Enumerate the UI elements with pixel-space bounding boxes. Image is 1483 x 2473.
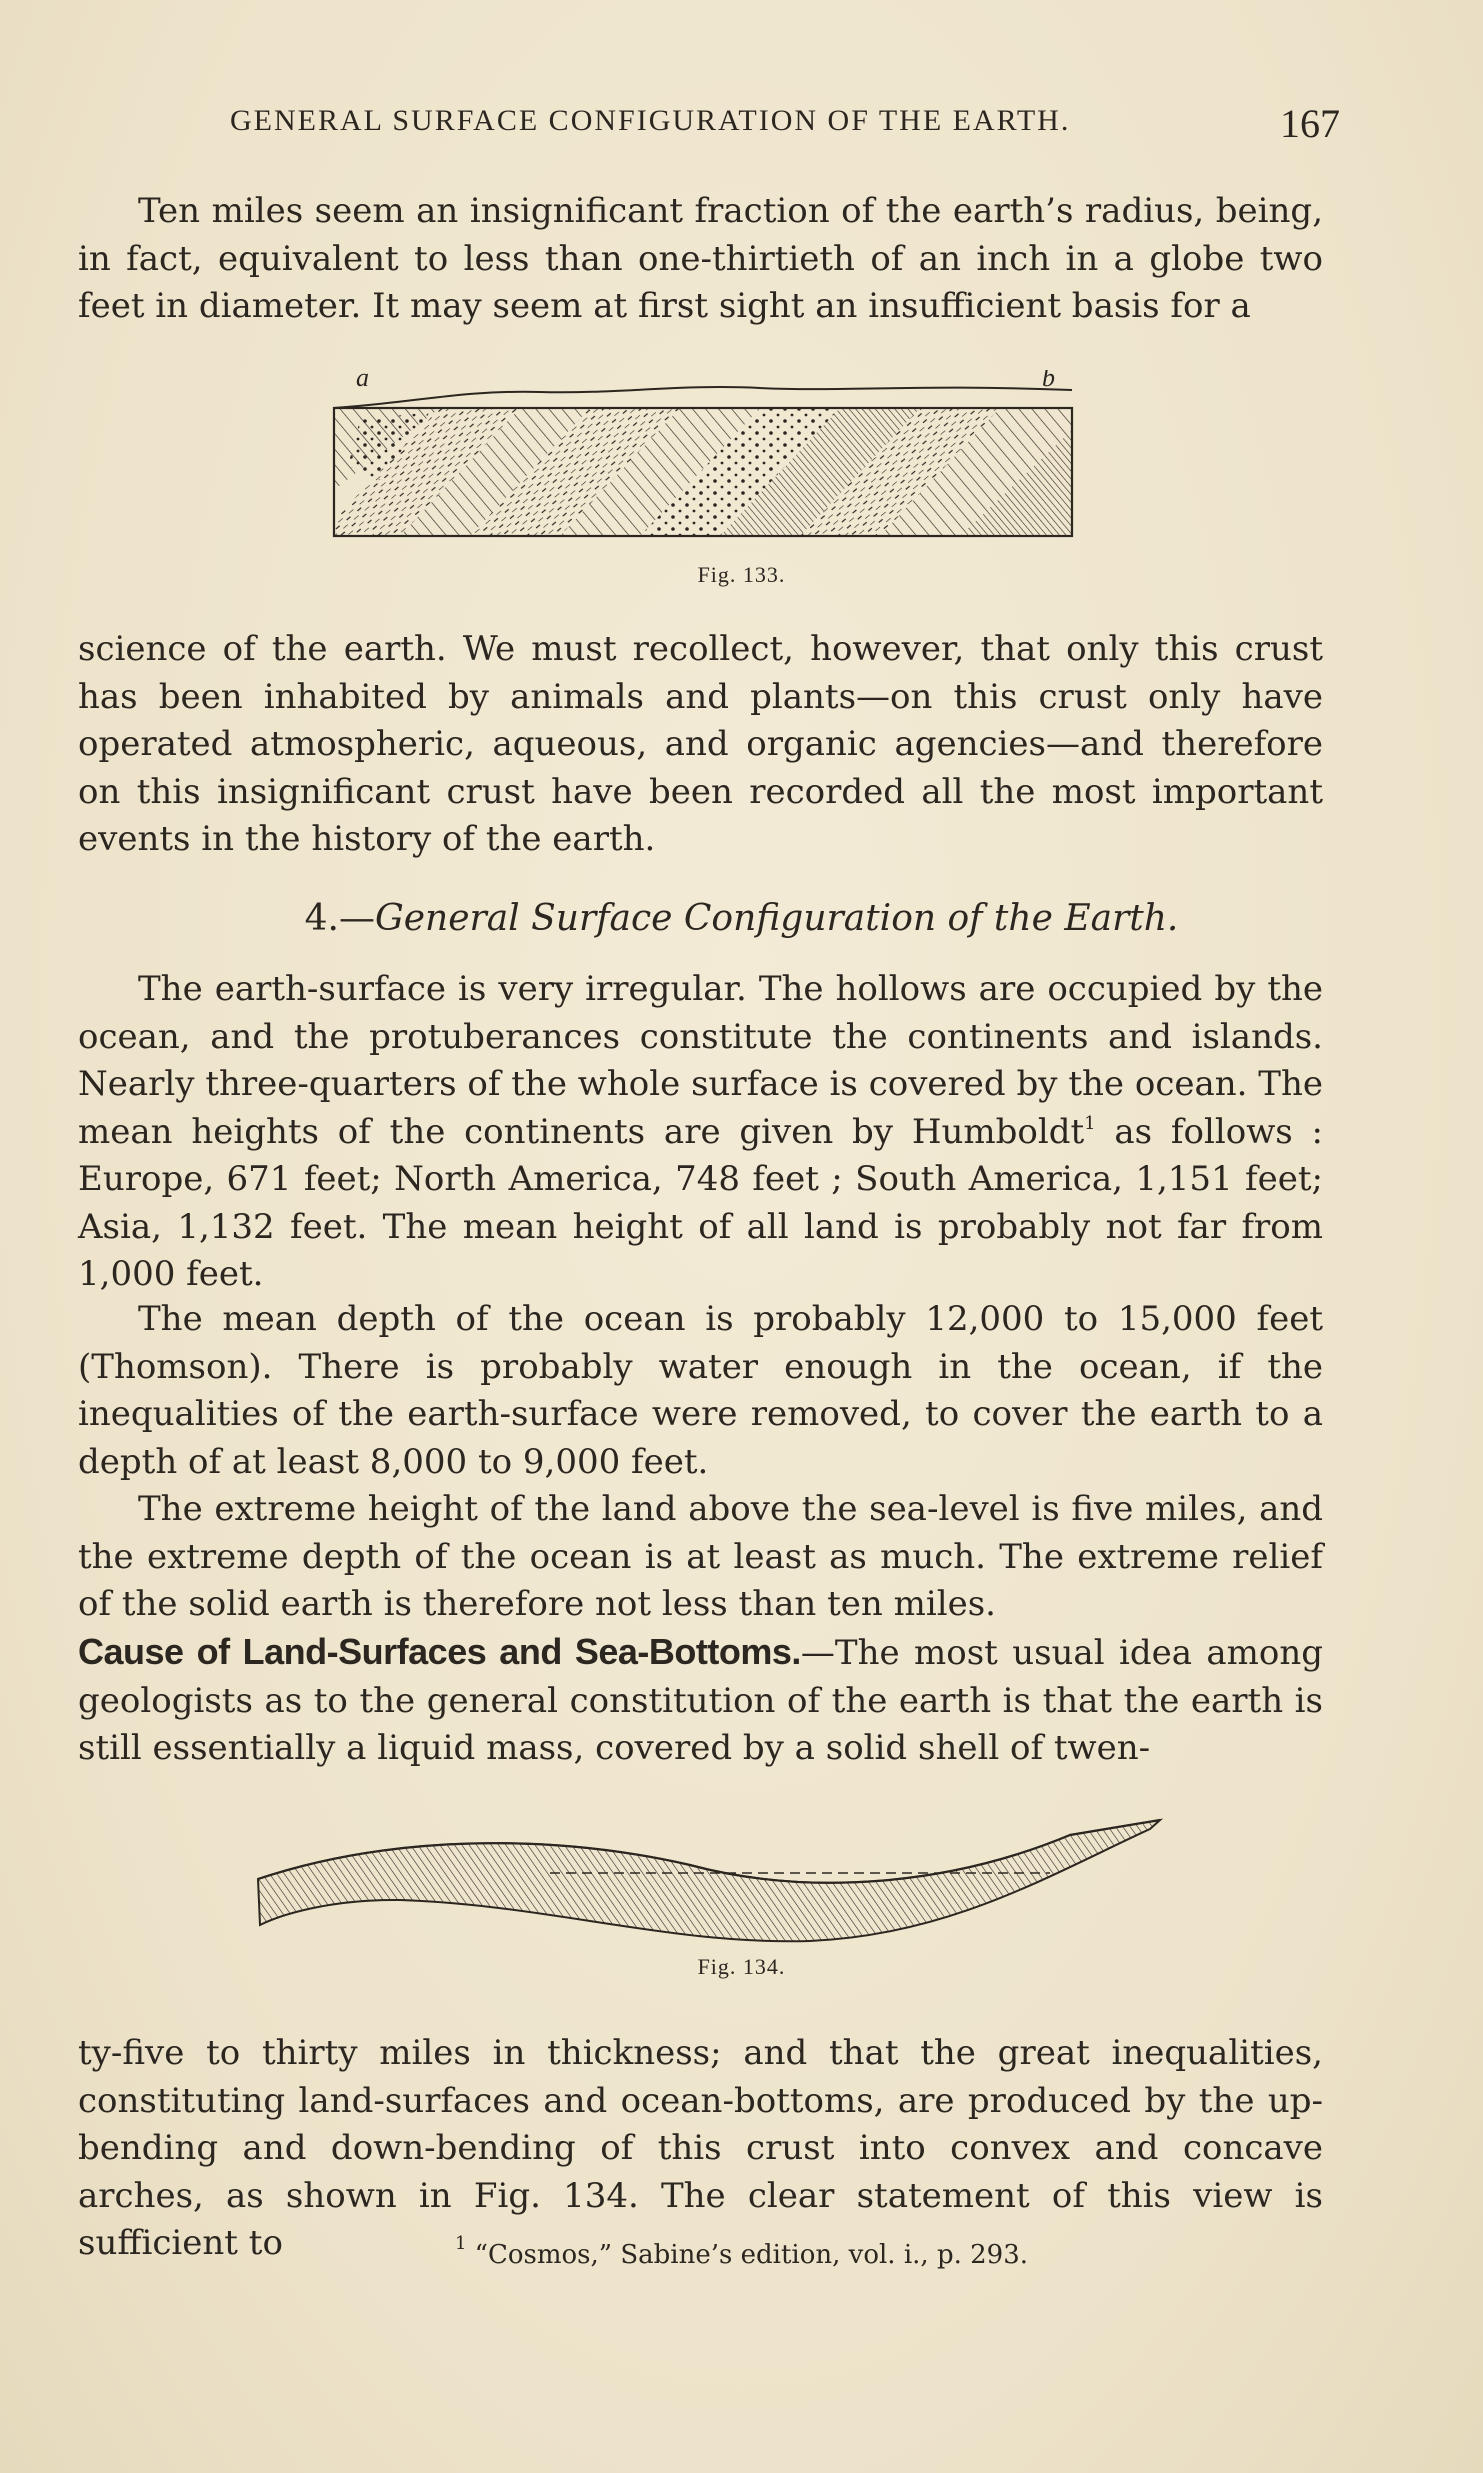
paragraph-6-text: —The most usual idea among geologists as to the general constitution of the earth is that the earth is still essentially a liquid mass, covered by a solid shell of twen- <box>78 1633 1324 1768</box>
paragraph-3 <box>78 966 1323 1299</box>
run-in-heading: Cause of Land-Surfaces and Sea-Bottoms. <box>78 1631 801 1672</box>
running-title: GENERAL SURFACE CONFIGURATION OF THE EARTH. <box>230 104 1071 137</box>
figure-133-label-b: b <box>1042 370 1055 392</box>
footnote-text: “Cosmos,” Sabine’s edition, vol. i., p. 293. <box>466 2240 1029 2270</box>
paragraph-3-part-b: as follows : Europe, 671 feet; North America, 748 feet ; South America, 1,151 feet; Asia, 1,132 feet. The mean height of all land is probably not far from 1,000 feet. <box>78 1111 1323 1294</box>
section-heading <box>0 898 1483 939</box>
figure-134-illustration <box>250 1815 1180 1955</box>
page-number: 167 <box>1280 101 1340 146</box>
running-header <box>230 100 1340 150</box>
footnote-mark: 1 <box>454 2233 467 2254</box>
paragraph-7: ty-five to thirty miles in thickness; and that the great inequalities, constituting land-surfaces and ocean-bottoms, are produced by the up-bending and down-bending of this crust into convex and concave arches, as shown in Fig. 134. The clear statement of this view is sufficient to <box>78 2033 1323 2263</box>
section-title: General Surface Configuration of the Earth. <box>374 898 1179 939</box>
paragraph-6 <box>78 1628 1323 1773</box>
figure-133-illustration <box>320 370 1080 550</box>
paragraph-5: The extreme height of the land above the sea-level is five miles, and the extreme depth of the ocean is at least as much. The extreme relief of the solid earth is therefore not less than ten miles. <box>78 1489 1323 1624</box>
paragraph-3-part-a: The earth-surface is very irregular. The hollows are occupied by the ocean, and the protuberances constitute the continents and islands. Nearly three-quarters of the whole surface is covered by the ocean. The mean heights of the continents are given by Humboldt <box>78 969 1323 1152</box>
figure-134-caption: Fig. 134. <box>697 1954 786 1979</box>
paragraph-2: science of the earth. We must recollect, however, that only this crust has been inhabited by animals and plants—on this crust only have operated atmospheric, aqueous, and organic agencies—and therefore on this insignificant crust have been recorded all the most important events in the history of the earth. <box>78 629 1323 859</box>
footnote <box>0 2233 1483 2270</box>
footnote-reference: 1 <box>1084 1112 1096 1134</box>
figure-133-caption: Fig. 133. <box>697 562 786 587</box>
paragraph-1: Ten miles seem an insignificant fraction of the earth’s radius, being, in fact, equivalent to less than one-thirtieth of an inch in a globe two feet in diameter. It may seem at first sight an insufficient basis for a <box>78 191 1323 326</box>
figure-133-label-a: a <box>356 370 369 392</box>
paragraph-4: The mean depth of the ocean is probably 12,000 to 15,000 feet (Thomson). There is probably water enough in the ocean, if the inequalities of the earth-surface were removed, to cover the earth to a depth of at least 8,000 to 9,000 feet. <box>78 1299 1323 1482</box>
section-number: 4.— <box>304 898 375 939</box>
